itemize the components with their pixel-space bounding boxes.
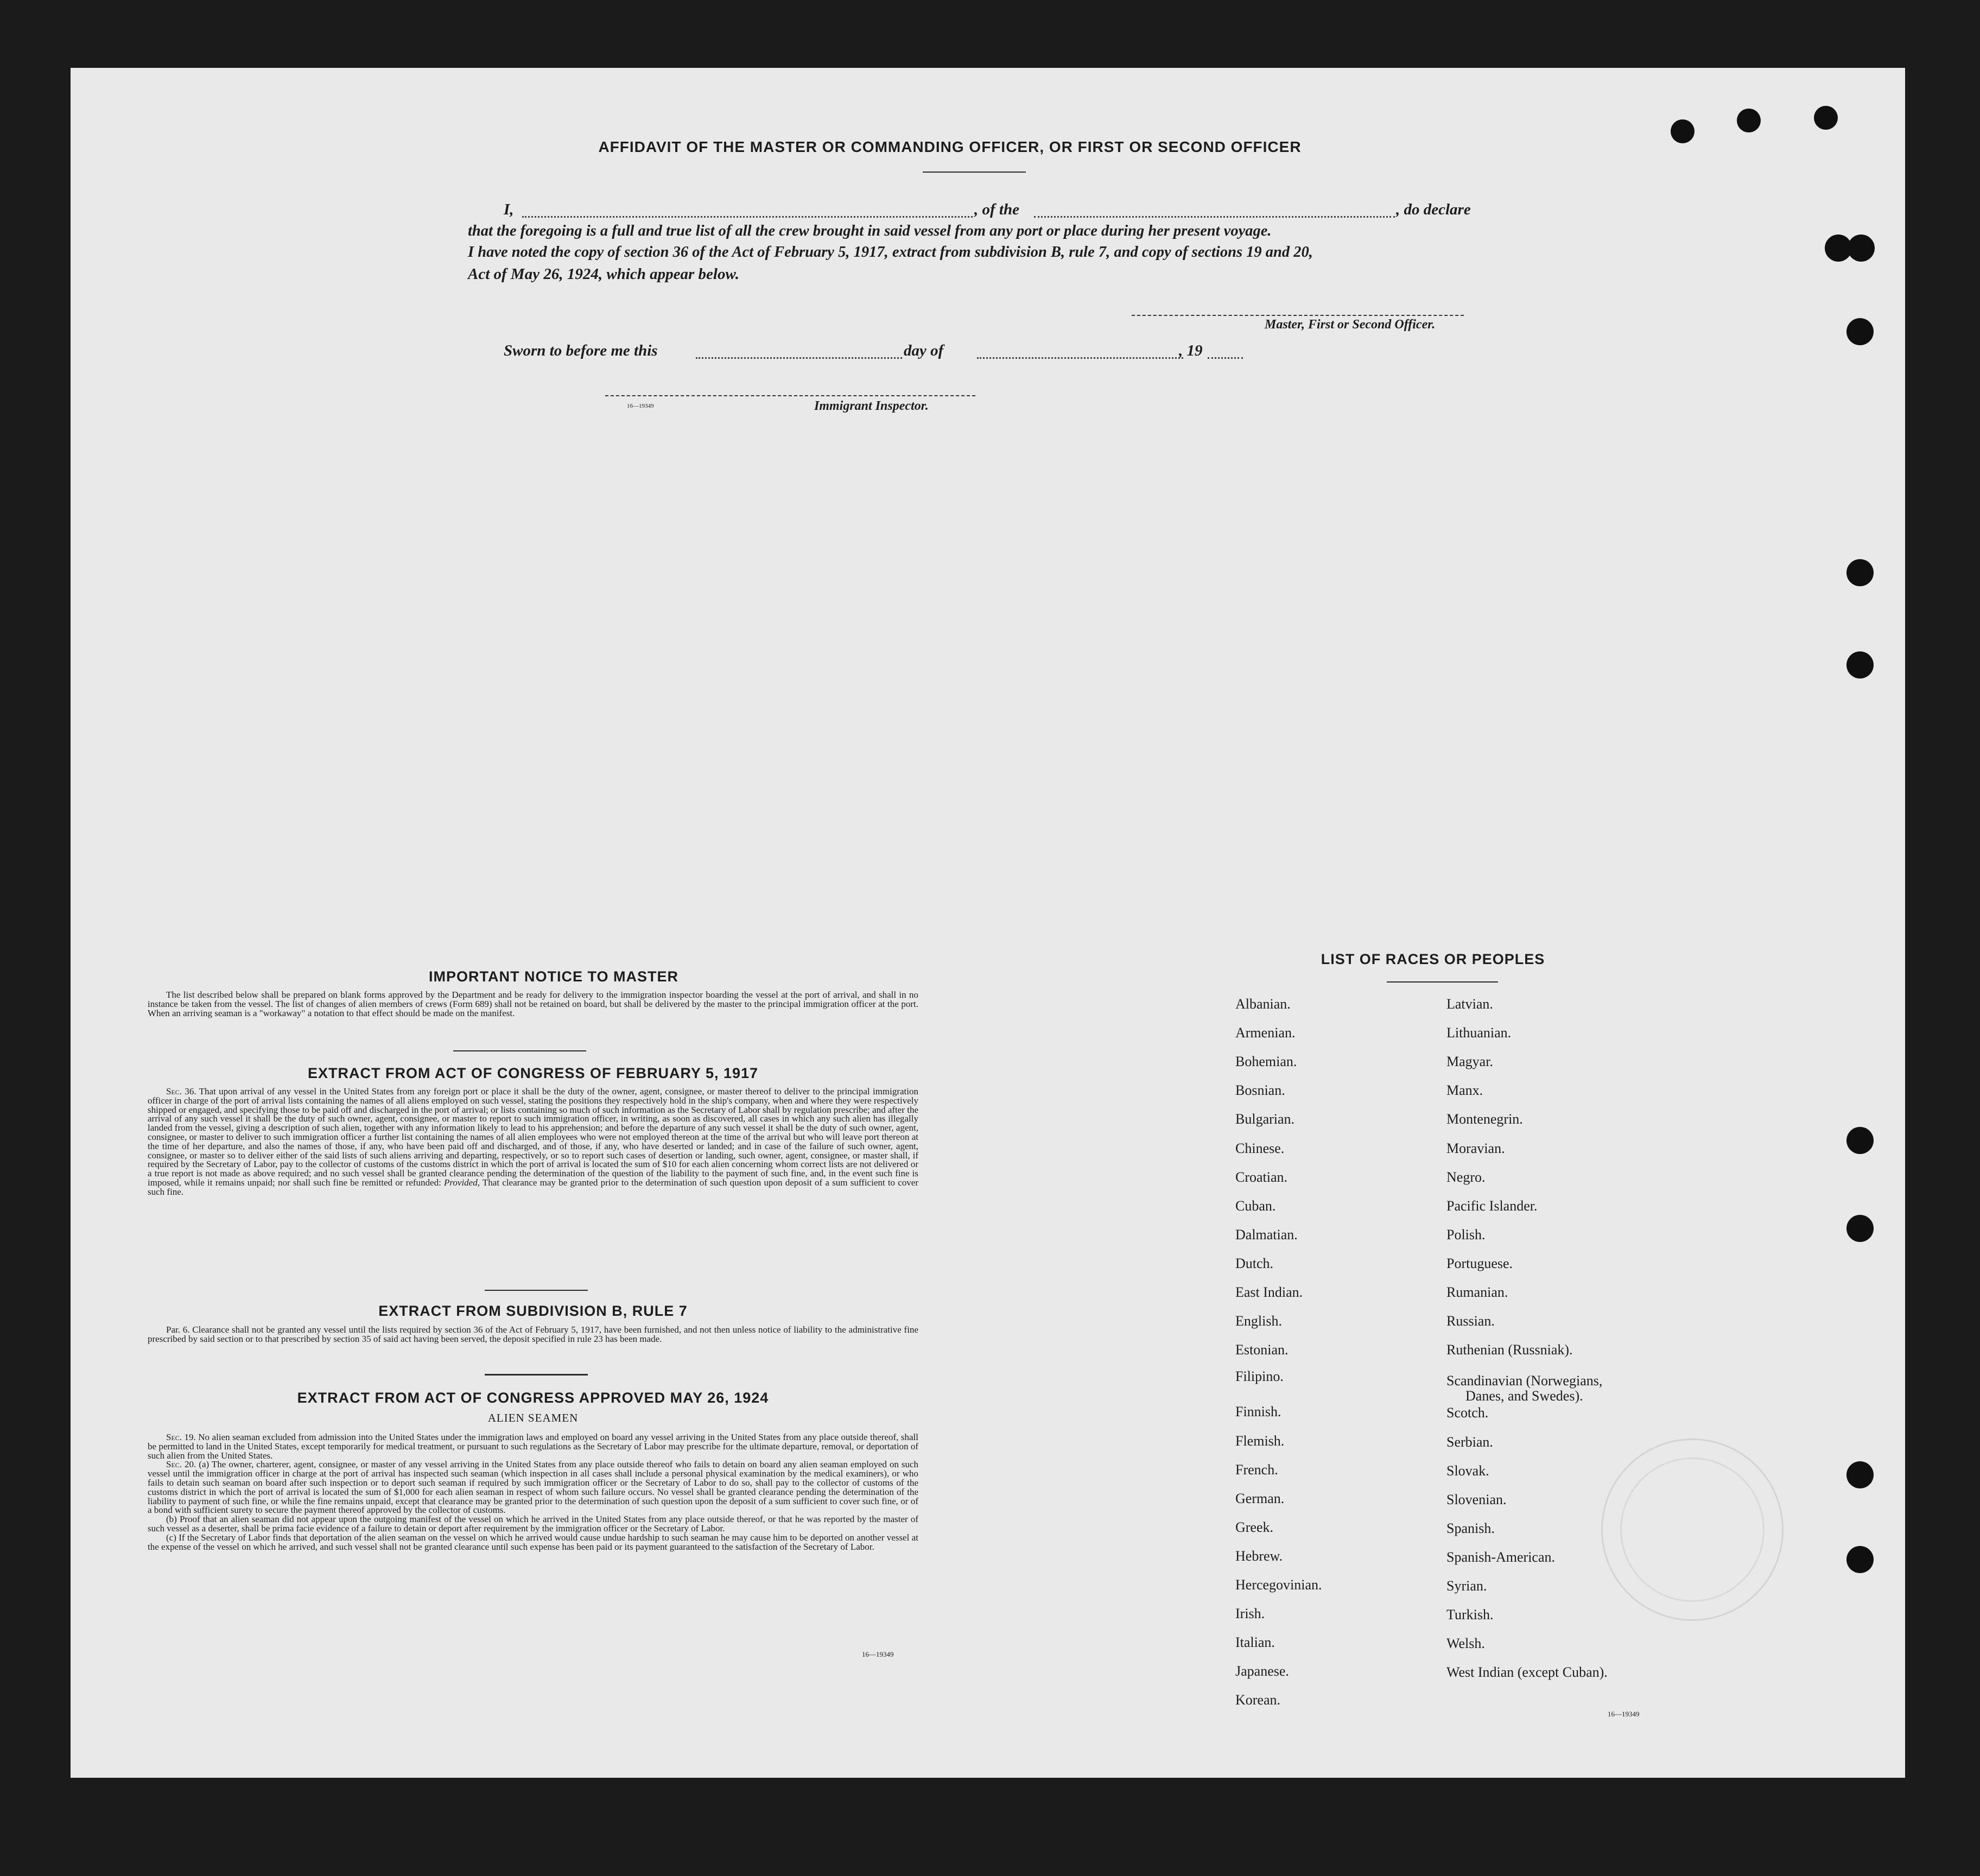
- affidavit-line1-mid: , of the: [974, 201, 1019, 218]
- punch-hole: [1846, 559, 1874, 586]
- race-item: Cuban.: [1235, 1197, 1276, 1214]
- sec36-label: Sec. 36.: [166, 1086, 196, 1097]
- race-item: Russian.: [1446, 1313, 1495, 1329]
- affidavit-line2: that the foregoing is a full and true list of all the crew brought in said vessel from any port or place during her present voyage.: [468, 223, 1272, 239]
- sec36-text: That upon arrival of any vessel in the United States from any foreign port or place it shall be the duty of the owner, agent, consignee, or master thereof to deliver to the principal immigration officer in charge of the port of arrival lists containing the names of all aliens employed on such vessel, stating the positions they respectively hold in the ship's company, when and where they were respectively shipped or engaged, and specifying those to be paid off and discharged in the port of arrival; or lists containing so much of such information as the Secretary of Labor shall by regulation prescribe; and after the arrival of any such vessel it shall be the duty of such owner, agent, consignee, or master to report to such immigration officer, in writing, as soon as discovered, all cases in which any such alien has illegally landed from the vessel, giving a description of such alien, together with any information likely to lead to his apprehension; and before the departure of any such vessel it shall be the duty of such owner, agent, consignee, or master to deliver to such immigration officer a further list containing the names of all alien employees who were not employed thereon at the time of the arrival but who will leave port thereon at the time of her departure, and also the names of those, if any, who have been paid off and discharged, and of those, if any, who have deserted or landed; and in case of the failure of such owner, agent, consignee, or master so to deliver either of the said lists of such aliens arriving and departing, respectively, or so to report such cases of desertion or landing, such owner, agent, consignee, or master shall, if required by the Secretary of Labor, pay to the collector of customs of the customs district in which the port of arrival is located the sum of $10 for each alien concerning whom correct lists are not delivered or a true report is not made as above required; and no such vessel shall be granted clearance pending the determination of the question of the liability to the payment of such fine, and, in the event such fine is imposed, while it remains unpaid; nor shall such fine be remitted or refunded:: [148, 1086, 918, 1188]
- act1917-heading: EXTRACT FROM ACT OF CONGRESS OF FEBRUARY 5, 1917: [307, 1065, 759, 1081]
- race-item: Hercegovinian.: [1235, 1577, 1322, 1593]
- race-item: Albanian.: [1235, 996, 1291, 1012]
- race-item: Bulgarian.: [1235, 1111, 1295, 1127]
- punch-hole: [1846, 1127, 1874, 1154]
- notice-heading: IMPORTANT NOTICE TO MASTER: [429, 968, 678, 985]
- punch-hole: [1846, 1546, 1874, 1573]
- affidavit-line3: I have noted the copy of section 36 of the Act of February 5, 1917, extract from subdivision B, rule 7, and copy of sections 19 and 20,: [468, 244, 1313, 261]
- race-item: Spanish.: [1446, 1520, 1495, 1536]
- act1917-body: [148, 1087, 918, 1197]
- race-item: Rumanian.: [1446, 1284, 1508, 1300]
- race-item: Chinese.: [1235, 1140, 1285, 1156]
- race-item: Serbian.: [1446, 1434, 1493, 1450]
- race-item: Lithuanian.: [1446, 1025, 1512, 1041]
- sworn-text: Sworn to before me this: [504, 342, 658, 359]
- notice-body: [148, 991, 918, 1018]
- race-item: Scandinavian (Norwegians,: [1446, 1373, 1603, 1389]
- divider: [1387, 981, 1498, 983]
- race-item: French.: [1235, 1461, 1278, 1478]
- provided-word: Provided,: [444, 1177, 480, 1188]
- race-item: Polish.: [1446, 1226, 1486, 1243]
- sec20a-body: (a) The owner, charterer, agent, consignee, or master of any vessel arriving in the United States from any place outside thereof who fails to detain on board any alien seaman employed on such vessel until the immigration officer in charge at the port of arrival has inspected such seaman (which inspection in all cases shall include a personal physical examination by the medical examiners), or who fails to detain such seaman on board after such inspection or to deport such seaman if required by such immigration officer or the Secretary of Labor to do so, shall pay to the collector of customs of the customs district in which the port of arrival is located the sum of $1,000 for each alien seaman in respect of whom such failure occurs. No vessel shall be granted clearance pending the determination of the liability to payment of such fine, or while the fine remains unpaid, except that clearance may be granted prior to the determination of such question upon the deposit of a sum sufficient to cover such fine, or of a bond with sufficient surety to secure the payment thereof approved by the collector of customs.: [148, 1459, 919, 1516]
- race-item: East Indian.: [1235, 1284, 1303, 1300]
- act1924-body: [148, 1433, 918, 1551]
- race-item: Latvian.: [1446, 996, 1493, 1012]
- race-item: Portuguese.: [1446, 1255, 1513, 1271]
- race-item: Magyar.: [1446, 1054, 1493, 1070]
- race-item: Welsh.: [1446, 1636, 1485, 1652]
- sworn-day-of: day of: [904, 342, 944, 359]
- divider: [485, 1374, 588, 1376]
- punch-hole: [1671, 119, 1695, 143]
- affidavit-heading: AFFIDAVIT OF THE MASTER OR COMMANDING OFFICER, OR FIRST OR SECOND OFFICER: [598, 138, 1302, 155]
- race-item: Montenegrin.: [1446, 1111, 1523, 1127]
- affidavit-line1-end: , do declare: [1396, 201, 1471, 218]
- punch-hole: [1814, 106, 1838, 130]
- race-item: Turkish.: [1446, 1607, 1494, 1623]
- race-item: Japanese.: [1235, 1663, 1289, 1679]
- act1924-heading: EXTRACT FROM ACT OF CONGRESS APPROVED MAY 26, 1924: [297, 1390, 769, 1406]
- rule7-heading: EXTRACT FROM SUBDIVISION B, RULE 7: [378, 1303, 688, 1319]
- notice-text: The list described below shall be prepared on blank forms approved by the Department and be ready for delivery to the immigration inspector boarding the vessel at the port of arrival, and shall in no instance be taken from the vessel. The list of changes of alien members of crews (Form 689) shall not be retained on board, but shall be delivered by the master to the principal immigration officer at the port. When an arriving seaman is a "workaway" a notation to that effect should be made on the manifest.: [148, 990, 918, 1018]
- race-item: German.: [1235, 1490, 1285, 1506]
- sec20b-text: (b) Proof that an alien seaman did not appear upon the outgoing manifest of the vessel on which he arrived in the United States from any place outside thereof, or that he was reported by the master of such vessel as a deserter, shall be prima facie evidence of a failure to detain or deport after requirement by the immigration officer or the Secretary of Labor.: [148, 1514, 918, 1533]
- race-item: Manx.: [1446, 1082, 1483, 1099]
- race-item: Croatian.: [1235, 1169, 1288, 1185]
- punch-hole: [1846, 1461, 1874, 1488]
- race-item: Bosnian.: [1235, 1082, 1285, 1099]
- affidavit-line4: Act of May 26, 1924, which appear below.: [468, 265, 739, 283]
- race-item: Hebrew.: [1235, 1548, 1283, 1564]
- sec19-body: No alien seaman excluded from admission into the United States under the immigration laws and employed on board any vessel arriving in the United States from any place outside thereof, shall be permitted to land in the United States, except temporarily for medical treatment, or pursuant to such regulations as the Secretary of Labor may prescribe for the ultimate departure, removal, or deportation of such alien from the United States.: [148, 1432, 918, 1461]
- punch-hole: [1846, 651, 1874, 679]
- master-name-field[interactable]: [522, 204, 973, 218]
- form-number: 16—19349: [862, 1650, 894, 1658]
- race-item: Syrian.: [1446, 1578, 1487, 1594]
- race-item: Scotch.: [1446, 1405, 1489, 1421]
- race-item: Slovenian.: [1446, 1491, 1507, 1507]
- race-item: Korean.: [1235, 1692, 1281, 1708]
- sec20c-text: (c) If the Secretary of Labor finds that deportation of the alien seaman on the vessel on which he arrived would cause undue hardship to such seaman he may cause him to be deported on another vessel at the expense of the vessel on which he arrived, and such vessel shall not be granted clearance until such expense has been paid or its payment guaranteed to the satisfaction of the Secretary of Labor.: [148, 1532, 918, 1552]
- punch-hole: [1846, 1215, 1874, 1242]
- form-number: 16—19349: [1608, 1710, 1640, 1718]
- race-item: Danes, and Swedes).: [1465, 1388, 1583, 1404]
- sec36-end: That clearance may be granted prior to the determination of such question upon deposit of a sum sufficient to cover such fine.: [148, 1177, 919, 1197]
- race-item: Filipino.: [1235, 1368, 1284, 1385]
- race-item: Ruthenian (Russniak).: [1446, 1342, 1573, 1358]
- race-item: Bohemian.: [1235, 1054, 1297, 1070]
- race-item: Finnish.: [1235, 1404, 1281, 1420]
- signature-line[interactable]: [1132, 315, 1464, 316]
- sec19-text: [148, 1433, 918, 1460]
- sec20-label: Sec. 20.: [166, 1459, 196, 1470]
- sworn-month-field[interactable]: [977, 345, 1183, 359]
- race-item: Dutch.: [1235, 1255, 1274, 1271]
- vessel-name-field[interactable]: [1034, 204, 1395, 218]
- act1924-subheading: ALIEN SEAMEN: [487, 1411, 579, 1424]
- sworn-year-field[interactable]: [1208, 345, 1243, 359]
- sec19-label: Sec. 19.: [166, 1432, 196, 1442]
- race-item: Armenian.: [1235, 1025, 1296, 1041]
- divider: [453, 1050, 586, 1051]
- race-item: Irish.: [1235, 1606, 1265, 1622]
- divider: [485, 1290, 588, 1291]
- race-item: Moravian.: [1446, 1140, 1505, 1156]
- punch-hole: [1846, 318, 1874, 345]
- sworn-day-field[interactable]: [696, 345, 902, 359]
- race-item: Dalmatian.: [1235, 1226, 1298, 1243]
- rule7-body: [148, 1326, 918, 1344]
- race-item: English.: [1235, 1313, 1282, 1329]
- punch-hole: [1848, 234, 1875, 262]
- race-item: Pacific Islander.: [1446, 1197, 1538, 1214]
- sworn-year-label: , 19: [1179, 342, 1203, 359]
- race-item: Spanish-American.: [1446, 1549, 1556, 1565]
- inspector-signature-line[interactable]: [605, 395, 975, 396]
- affidavit-line1-start: I,: [504, 201, 514, 218]
- punch-hole: [1737, 109, 1761, 132]
- divider: [923, 172, 1026, 173]
- act1917-text: [148, 1087, 918, 1197]
- inspector-label: Immigrant Inspector.: [814, 399, 929, 413]
- embossed-seal-inner: [1620, 1457, 1765, 1602]
- race-item: Slovak.: [1446, 1462, 1489, 1479]
- sec20a-text: [148, 1460, 918, 1515]
- race-item: West Indian (except Cuban).: [1446, 1664, 1608, 1681]
- race-item: Flemish.: [1235, 1433, 1285, 1449]
- race-item: Italian.: [1235, 1634, 1275, 1651]
- races-heading: LIST OF RACES OR PEOPLES: [1321, 951, 1545, 967]
- race-item: Greek.: [1235, 1519, 1274, 1535]
- signature-label: Master, First or Second Officer.: [1265, 318, 1436, 332]
- rule7-text: Par. 6. Clearance shall not be granted any vessel until the lists required by section 36 of the Act of February 5, 1917, have been furnished, and not then unless notice of liability to the administrative fine prescribed by said section or to that prescribed by section 35 of said act having been served, the deposit specified in rule 23 has been made.: [148, 1324, 918, 1344]
- race-item: Estonian.: [1235, 1342, 1289, 1358]
- race-item: Negro.: [1446, 1169, 1486, 1185]
- form-number: 16—19349: [627, 403, 654, 409]
